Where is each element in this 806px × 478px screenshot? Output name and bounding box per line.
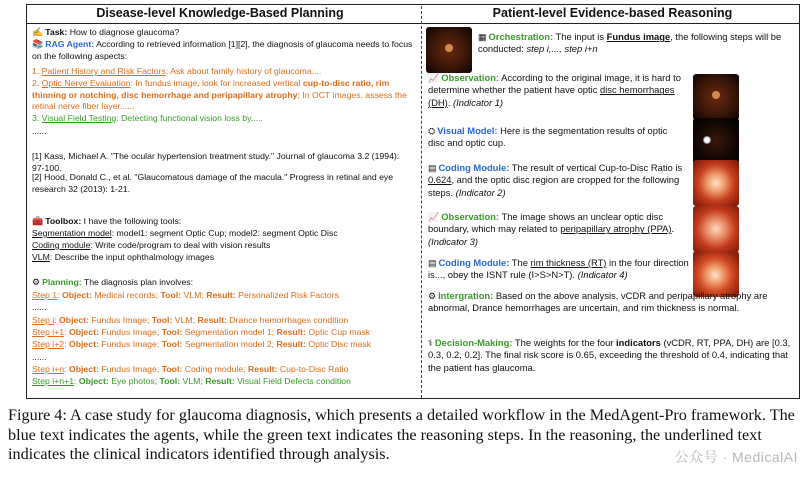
visual-model-block: ⛭ Visual Model: Here is the segmentation results of optic disc and optic cup.	[428, 125, 668, 149]
ellipsis-2: ......	[32, 302, 47, 312]
toolbox-icon: 🧰	[32, 216, 44, 226]
tool-vlm: VLM: Describe the input ophthalmology images	[32, 252, 215, 262]
task-line: ✍ Task: How to diagnose glaucoma?	[32, 27, 180, 37]
tool-coding: Coding module: Write code/program to deal with vision results	[32, 240, 271, 250]
figure-caption: Figure 4: A case study for glaucoma diagnosis, which presents a detailed workflow in the MedAgent-Pro framework. The blue text indicates the agents, while the green text indicates the reasoning steps. In the reasoning, the underlined text indicates the clinical indicators identified through analysis.	[8, 406, 795, 463]
frame-left	[26, 4, 27, 398]
disc-boundary-thumbnail	[693, 206, 739, 252]
left-column-title: Disease-level Knowledge-Based Planning	[96, 6, 344, 20]
watermark: 公众号 · MedicalAI	[674, 449, 798, 465]
column-divider	[421, 6, 422, 398]
decision-making-block: ⚕ Decision-Making: The weights for the four indicators (vCDR, RT, PPA, DH) are [0.3, 0.3, 0.2, 0.2]. The final risk score is 0.65, exceeding the threshold of 0.4, indicating that the patient has glaucoma.	[428, 337, 791, 373]
books-icon: 📚	[32, 39, 44, 49]
visual-model-icon: ⛭	[428, 126, 436, 136]
tool-segmentation: Segmentation model: model1: segment Optic Cup; model2: segment Optic Disc	[32, 228, 338, 238]
plan-step: Step i+n+1: Object: Eye photos; Tool: VLM; Result: Visual Field Defects condition	[32, 376, 351, 386]
rag-agent-block: 📚 RAG Agent: According to retrieved information [1][2], the diagnosis of glaucoma needs to focus on the following aspects:	[32, 39, 413, 61]
brain-icon: ⚙	[428, 291, 437, 301]
orchestration-icon: ▦	[478, 32, 487, 42]
fundus-image-thumbnail	[426, 27, 472, 73]
observation-1-block: 📈 Observation: According to the original image, it is hard to determine whether the patient have optic disc hemorrhages (DH). (Indicator 1)	[428, 72, 681, 108]
pen-icon: ✍	[32, 27, 44, 37]
chart-icon: 📈	[428, 212, 440, 222]
segmentation-thumbnail	[693, 118, 739, 164]
ellipsis-3: ......	[32, 352, 47, 362]
coding-module-1-block: ▤ Coding Module: The result of vertical Cup-to-Disc Ratio is 0.624, and the optic disc region are cropped for the following steps. (Indicator 2)	[428, 162, 683, 198]
frame-bottom	[26, 398, 800, 399]
plan-step: Step 1: Object: Medical records; Tool: VLM; Result: Personalized Risk Factors	[32, 290, 339, 300]
optic-disc-crop-thumbnail	[693, 160, 739, 206]
plan-step: Step i+2: Object: Fundus Image; Tool: Segmentation model 2; Result: Optic Disc mask	[32, 339, 372, 349]
plan-step: Step i+n: Object: Fundus Image; Tool: Coding module; Result: Cup-to-Disc Ratio	[32, 364, 349, 374]
code-icon: ▤	[428, 258, 437, 268]
plan-step: Step i+1: Object: Fundus Image; Tool: Segmentation model 1; Result: Optic Cup mask	[32, 327, 371, 337]
aspect-3: 3. Visual Field Testing: Detecting functional vision loss by.....	[32, 113, 263, 123]
header-divider	[26, 23, 800, 24]
reference-2: [2] Hood, Donald C., et al. "Glaucomatous damage of the macula." Progress in retinal and eye research 32 (2013): 1-21.	[32, 172, 394, 194]
aspect-1: 1. Patient History and Risk Factors: Ask about family history of glaucoma....	[32, 66, 322, 76]
brain-icon: ⚙	[32, 277, 41, 287]
reference-1: [1] Kass, Michael A. "The ocular hypertension treatment study." Journal of glaucoma 3.2 (1994): 97-100.	[32, 151, 400, 173]
ellipsis-1: ......	[32, 126, 47, 136]
frame-top	[26, 4, 800, 5]
observation-2-block: 📈 Observation: The image shows an unclear optic disc boundary, which may related to peripapillary atrophy (PPA). (Indicator 3)	[428, 211, 675, 247]
code-icon: ▤	[428, 163, 437, 173]
frame-right	[799, 4, 800, 398]
fundus-observation-thumbnail	[693, 74, 739, 120]
right-column-title: Patient-level Evidence-based Reasoning	[492, 6, 733, 20]
toolbox-line: 🧰 Toolbox: I have the following tools:	[32, 216, 182, 226]
integration-block: ⚙ Intergration: Based on the above analysis, vCDR and peripapillary atrophy are abnormal, Drance hemorrhages are uncertain, and rim thickness is normal.	[428, 290, 768, 314]
chart-icon: 📈	[428, 73, 440, 83]
doctor-icon: ⚕	[428, 338, 433, 348]
coding-module-2-block: ▤ Coding Module: The rim thickness (RT) in the four direction is..., obey the ISNT rule (I>S>N>T). (Indicator 4)	[428, 257, 689, 281]
plan-step: Step i: Object: Fundus Image; Tool: VLM; Result: Drance hemorrhages condition	[32, 315, 349, 325]
orchestration-block: ▦ Orchestration: The input is Fundus image, the following steps will be conducted: step i,..., step i+n	[478, 31, 782, 55]
planning-line: ⚙ Planning: The diagnosis plan involves:	[32, 277, 194, 287]
aspect-2: 2. Optic Nerve Evaluation: In fundus image, look for increased vertical cup-to-disc ratio, rim thinning or notching, disc hemorrhage and peripapillary atrophy; In OCT images, assess the retinal nerve fiber layer......	[32, 78, 407, 111]
